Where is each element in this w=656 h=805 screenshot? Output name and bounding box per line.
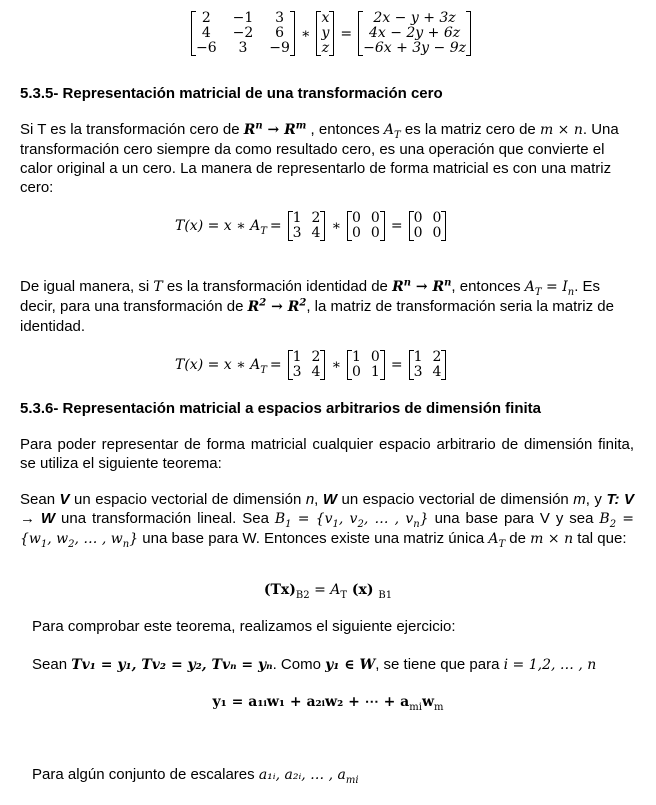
matrix-cell: 4 [311, 364, 321, 380]
section-heading-535: 5.3.5- Representación matricial de una transformación cero [20, 85, 443, 102]
text: una transformación lineal. Sea [55, 510, 275, 527]
text: A [488, 531, 499, 547]
math-b1: $B_1 = \{v_1$, $v_2$, … , $v_n$} [274, 511, 429, 530]
text: } [419, 511, 429, 527]
text: T [260, 225, 267, 237]
matrix-cell: 0 [370, 349, 380, 365]
vector-cell: 4x − 2y + 6z [368, 25, 461, 41]
math-at [488, 531, 506, 550]
matrix-cell: 3 [275, 10, 285, 26]
text: m [295, 120, 307, 132]
text: , v [338, 511, 358, 527]
matrix-cell: 4 [201, 25, 211, 41]
vector-cell: y [321, 25, 330, 41]
matrix-cell: 4 [311, 225, 321, 241]
vector-cell: z [321, 40, 330, 56]
text: tal que: [573, 530, 627, 547]
matrix-cell: 3 [413, 364, 423, 380]
text: T [498, 538, 506, 550]
text: es la matriz cero de [400, 121, 540, 138]
matrix-cell: 3 [292, 364, 302, 380]
text: 2 [609, 518, 617, 530]
text: n [305, 491, 315, 508]
text: = {v [291, 511, 333, 527]
text: 2 [259, 297, 267, 309]
text: } [129, 531, 139, 547]
text: W [322, 491, 337, 508]
text: Si T es la transformación cero de [20, 121, 244, 138]
matrix-a [288, 211, 326, 241]
matrix-cell: 1 [292, 349, 302, 365]
paragraph-check: Para comprobar este teorema, realizamos el siguiente ejercicio: [32, 618, 456, 635]
text: es la transformación identidad de [162, 278, 393, 295]
text: mi [409, 701, 422, 713]
matrix-cell: 1 [370, 364, 380, 380]
result-vector [358, 11, 471, 56]
eq-lhs [175, 218, 267, 237]
text: B2 [295, 589, 310, 601]
text: n [255, 120, 263, 132]
matrix-cell: −6 [196, 40, 217, 56]
text: A [524, 279, 535, 295]
matrix-cell: 0 [370, 210, 380, 226]
text: (x) [347, 582, 379, 598]
text: = I [541, 279, 568, 295]
equals-operator: = [390, 357, 403, 373]
text: (Tx) [263, 582, 296, 598]
text: w [421, 694, 434, 710]
linear-combination-equation [0, 694, 656, 713]
matrix-cell: 1 [292, 210, 302, 226]
vector-cell: 2x − y + 3z [373, 10, 456, 26]
text: . Una transformación cero siempre da como resultado cero, es una operación que convierte el calor original a un cero. La manera de representarlo de forma matricial es con una matriz cero: [20, 121, 619, 196]
text: T: V → W [20, 491, 634, 527]
math-rn [244, 122, 307, 138]
text: un espacio vectorial de dimensión [337, 491, 574, 508]
text: V [59, 491, 70, 508]
matrix-cell: 3 [238, 40, 248, 56]
matrix-cell: 2 [201, 10, 211, 26]
text: 1 [285, 518, 292, 530]
times-operator: ∗ [300, 25, 311, 42]
text: , y [585, 491, 607, 508]
text: , se tiene que para [375, 656, 504, 673]
text: un espacio vectorial de dimensión [69, 491, 306, 508]
matrix-cell: 4 [432, 364, 442, 380]
identity-transformation-equation [175, 350, 449, 380]
coefficient-matrix [191, 11, 295, 56]
text: , … , v [363, 511, 414, 527]
matrix-zero [347, 211, 385, 241]
text: Para algún conjunto de escalares [32, 766, 259, 783]
equals-operator: = [340, 25, 353, 42]
text: R [284, 122, 296, 138]
text: T(x) = x ∗ A [175, 357, 261, 373]
text: A [383, 122, 395, 138]
matrix-a [288, 350, 326, 380]
text: = {w [20, 511, 635, 547]
matrix-cell: 0 [432, 210, 442, 226]
text: . Como [272, 656, 326, 673]
text: una base para W. Entonces existe una matriz única [138, 530, 489, 547]
text: T(x) = x ∗ A [175, 218, 261, 234]
matrix-cell: 6 [275, 25, 285, 41]
math-t: T [153, 279, 163, 295]
paragraph-identity-transformation [20, 277, 634, 336]
text: y₁ = a₁ᵢw₁ + a₂ᵢw₂ + ⋯ + a [212, 694, 410, 710]
text: n [567, 286, 575, 298]
paragraph-intro-theorem: Para poder representar de forma matricial cualquier espacio arbitrario de dimensión finita, se utiliza el siguiente teorema: [20, 436, 634, 472]
matrix-cell: 1 [351, 349, 361, 365]
matrix-cell: 0 [351, 225, 361, 241]
matrix-cell: 0 [351, 210, 361, 226]
text: Sean [32, 656, 72, 673]
matrix-cell: 0 [432, 225, 442, 241]
eq-lhs [175, 357, 267, 376]
math-at [383, 122, 401, 141]
theorem-equation [0, 582, 656, 601]
matrix-cell: 1 [413, 349, 423, 365]
matrix-cell: −9 [269, 40, 290, 56]
math-r2-r2: $R^2 \to R^2$ [247, 297, 307, 315]
math-index: i = 1,2, … , n [503, 657, 597, 673]
math-membership: y₁ ∈ W [325, 657, 376, 673]
vector-cell: x [321, 10, 330, 26]
equals-operator: = [269, 218, 282, 234]
matrix-cell: 0 [413, 225, 423, 241]
matrix-cell: 2 [311, 349, 321, 365]
math-scalars [258, 767, 359, 786]
equals-operator: = [269, 357, 282, 373]
matrix-cell: 3 [292, 225, 302, 241]
matrix-cell: −1 [232, 10, 254, 26]
text: , entonces [306, 121, 384, 138]
math-dim: m × n [539, 122, 583, 138]
matrix-identity [347, 350, 385, 380]
text: De igual manera, si [20, 278, 154, 295]
text: B [599, 511, 610, 527]
vector-cell: −6x + 3y − 9z [363, 40, 466, 56]
text: m [434, 701, 444, 713]
text: una base para V y sea [428, 510, 600, 527]
text: , la matriz de transformación seria la matriz de identidad. [20, 298, 614, 335]
matrix-cell: −2 [232, 25, 254, 41]
matrix-cell: 0 [351, 364, 361, 380]
text: m [573, 491, 586, 508]
matrix-cell: 0 [413, 210, 423, 226]
text: a₁ᵢ, a₂ᵢ, … , a [258, 767, 346, 783]
matrix-result [409, 350, 447, 380]
text: → [262, 122, 285, 138]
math-b2: $B_2 = \{w_1$, $w_2$, … , $w_n$} [20, 511, 635, 550]
text: R [247, 299, 260, 315]
paragraph-zero-transformation [20, 120, 634, 197]
variable-vector [316, 11, 334, 56]
text: . Es decir, para una transformación de [20, 278, 601, 315]
text: T [260, 364, 267, 376]
text: , [314, 491, 323, 508]
equals-operator: = [390, 218, 403, 234]
math-equations: Tv₁ = y₁, Tv₂ = y₂, Tvₙ = yₙ [71, 657, 273, 673]
matrix-cell: 0 [370, 225, 380, 241]
text: Sean [20, 491, 60, 508]
text: mi [345, 774, 359, 786]
matrix-cell: 2 [432, 349, 442, 365]
text: R [243, 122, 256, 138]
text: T [394, 129, 401, 141]
math-rn-rn: $R^n \to R^n$ [392, 277, 452, 295]
paragraph-theorem [20, 490, 634, 549]
text: B1 [378, 589, 393, 601]
text: , entonces [451, 278, 525, 295]
paragraph-scalars [32, 765, 646, 785]
times-operator: ∗ [331, 357, 341, 373]
matrix-result [409, 211, 447, 241]
paragraph-sean [32, 655, 642, 675]
text: T [340, 589, 348, 601]
text: , w [47, 531, 69, 547]
times-operator: ∗ [331, 218, 341, 234]
matrix-vector-equation [188, 11, 474, 56]
text: T [534, 286, 542, 298]
section-heading-536: 5.3.6- Representación matricial a espacios arbitrarios de dimensión finita [20, 400, 542, 417]
zero-transformation-equation [175, 211, 449, 241]
text: B [274, 511, 286, 527]
text: de [505, 530, 531, 547]
text: = A [309, 582, 341, 598]
math-at-in [524, 279, 575, 298]
text: , … , w [74, 531, 123, 547]
matrix-cell: 2 [311, 210, 321, 226]
math-dim: m × n [530, 531, 574, 547]
